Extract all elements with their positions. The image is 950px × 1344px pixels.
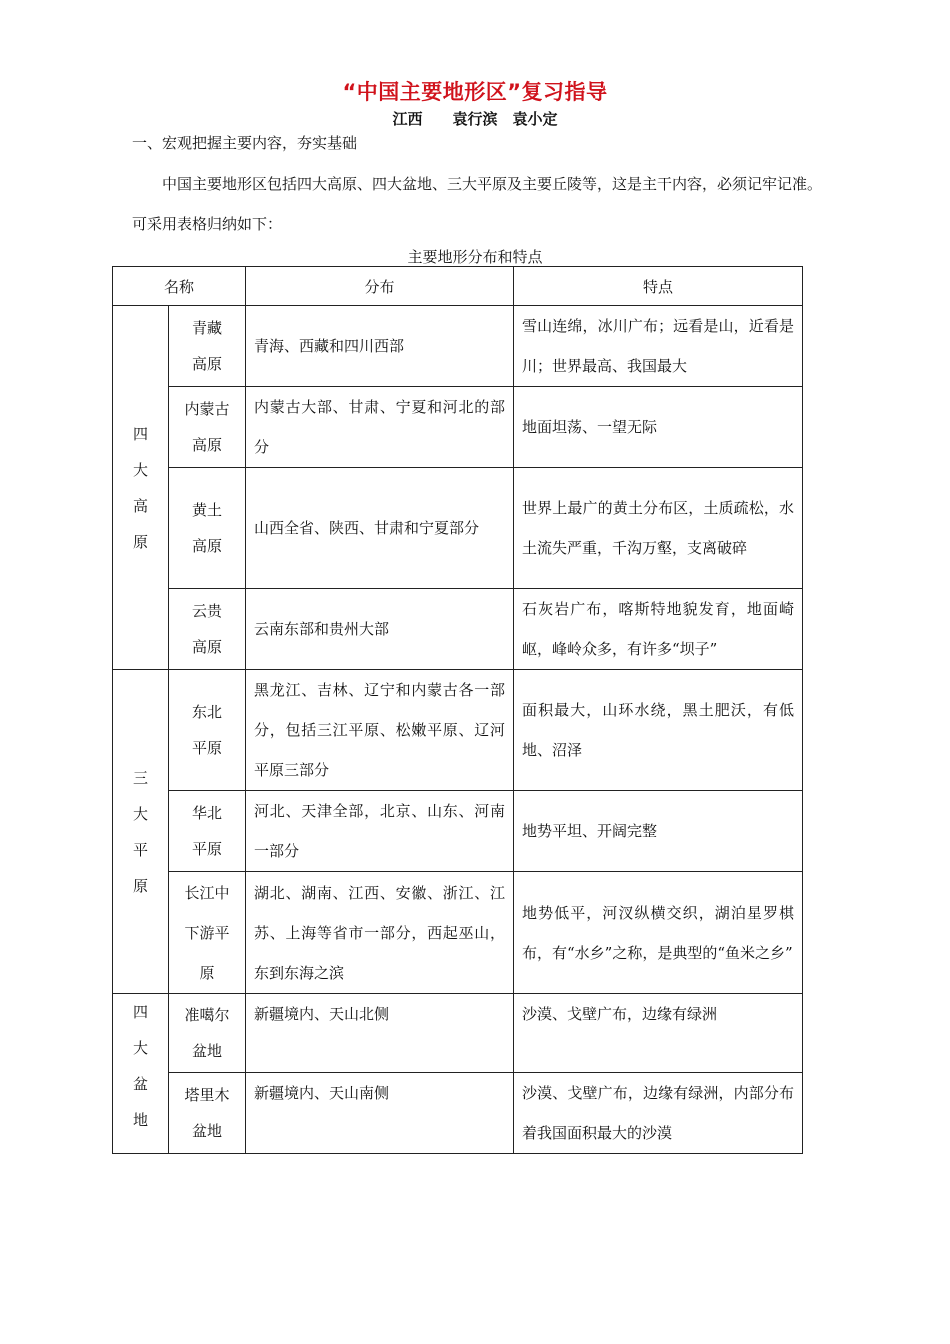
terrain-table [112, 266, 803, 1154]
terrain-features: 面积最大，山环水绕，黑土肥沃，有低地、沼泽 [514, 670, 803, 791]
terrain-name: 东北平原 [169, 670, 246, 791]
author-line: 江西 袁行滨 袁小定 [392, 110, 558, 128]
terrain-name: 塔里木盆地 [169, 1073, 246, 1154]
table-row [113, 670, 803, 791]
terrain-name: 准噶尔盆地 [169, 994, 246, 1073]
terrain-distribution: 新疆境内、天山北侧 [246, 994, 514, 1073]
terrain-distribution: 湖北、湖南、江西、安徽、浙江、江苏、上海等省市一部分，西起巫山，东到东海之滨 [246, 872, 514, 994]
terrain-distribution: 山西全省、陕西、甘肃和宁夏部分 [246, 468, 514, 589]
table-header-row [113, 267, 803, 306]
header-features: 特点 [514, 267, 803, 306]
table-row [113, 791, 803, 872]
terrain-name: 云贵高原 [169, 589, 246, 670]
section-heading: 一、宏观把握主要内容，夯实基础 [132, 134, 358, 152]
terrain-name: 华北平原 [169, 791, 246, 872]
intro-paragraph: 中国主要地形区包括四大高原、四大盆地、三大平原及主要丘陵等，这是主干内容，必须记牢记准。可采用表格归纳如下： [132, 175, 823, 233]
terrain-features: 石灰岩广布，喀斯特地貌发育，地面崎岖，峰岭众多，有许多“坝子” [514, 589, 803, 670]
terrain-name: 长江中下游平原 [169, 872, 246, 994]
table-row [113, 468, 803, 589]
terrain-distribution: 河北、天津全部，北京、山东、河南一部分 [246, 791, 514, 872]
group-label-plains: 三大平原 [113, 670, 169, 994]
terrain-name: 内蒙古高原 [169, 387, 246, 468]
terrain-distribution: 黑龙江、吉林、辽宁和内蒙古各一部分，包括三江平原、松嫩平原、辽河平原三部分 [246, 670, 514, 791]
terrain-features: 雪山连绵，冰川广布；远看是山，近看是川；世界最高、我国最大 [514, 306, 803, 387]
terrain-distribution: 新疆境内、天山南侧 [246, 1073, 514, 1154]
group-label-basins: 四大盆地 [113, 994, 169, 1154]
group-label-plateaus: 四大高原 [113, 306, 169, 670]
terrain-distribution: 云南东部和贵州大部 [246, 589, 514, 670]
table-row [113, 872, 803, 994]
page-title: “中国主要地形区”复习指导 [342, 80, 608, 104]
table-caption: 主要地形分布和特点 [407, 248, 543, 266]
terrain-features: 沙漠、戈壁广布，边缘有绿洲 [514, 994, 803, 1073]
header-distribution: 分布 [246, 267, 514, 306]
table-row [113, 1073, 803, 1154]
table-row [113, 994, 803, 1073]
terrain-distribution: 内蒙古大部、甘肃、宁夏和河北的部分 [246, 387, 514, 468]
terrain-features: 世界上最广的黄土分布区，土质疏松，水土流失严重，千沟万壑，支离破碎 [514, 468, 803, 589]
terrain-features: 地面坦荡、一望无际 [514, 387, 803, 468]
table-row [113, 589, 803, 670]
terrain-features: 沙漠、戈壁广布，边缘有绿洲，内部分布着我国面积最大的沙漠 [514, 1073, 803, 1154]
terrain-features: 地势平坦、开阔完整 [514, 791, 803, 872]
terrain-features: 地势低平，河汊纵横交织，湖泊星罗棋布，有“水乡”之称，是典型的“鱼米之乡” [514, 872, 803, 994]
terrain-name: 黄土高原 [169, 468, 246, 589]
header-name: 名称 [113, 267, 246, 306]
terrain-name: 青藏高原 [169, 306, 246, 387]
table-row [113, 306, 803, 387]
table-row [113, 387, 803, 468]
terrain-distribution: 青海、西藏和四川西部 [246, 306, 514, 387]
